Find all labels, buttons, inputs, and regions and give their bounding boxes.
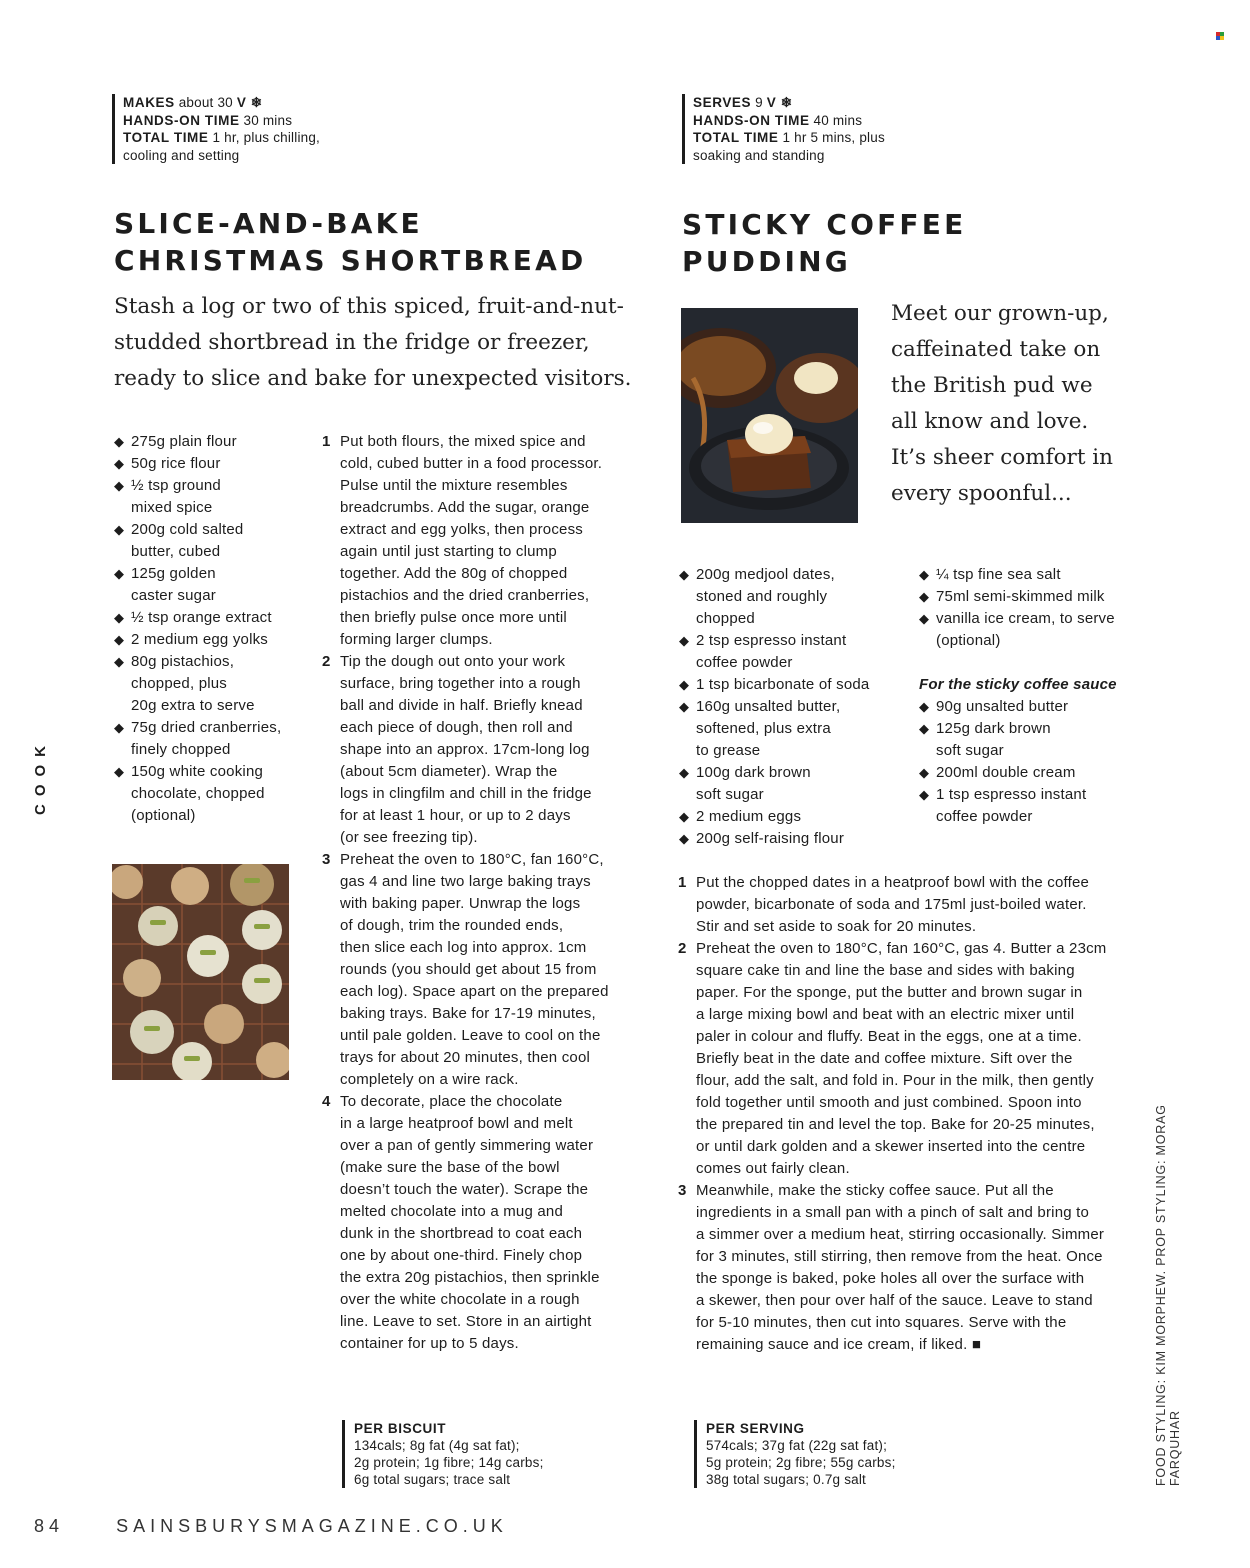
ingredient-item [114,563,314,607]
bullet-diamond-icon: ◆ [114,610,125,625]
ingredient-item [114,761,314,827]
ingredient-item [919,608,1149,652]
method-step [678,872,1148,938]
total-label: TOTAL TIME [123,130,209,145]
pudding-photo [681,308,858,523]
total-value-2: cooling and setting [123,147,240,163]
step-line: dunk in the shortbread to coat each [340,1225,583,1242]
shortbread-ingredients [114,431,314,827]
method-step [678,938,1148,1180]
ingredient-item [919,718,1149,762]
step-line: completely on a wire rack. [340,1071,519,1088]
step-line: each piece of dough, then roll and [340,719,573,736]
ingredient-line: 80g pistachios, [131,653,235,670]
bullet-diamond-icon: ◆ [679,699,690,714]
nutrition-heading: PER BISCUIT [354,1421,447,1436]
ingredient-line: chocolate, chopped [131,785,265,802]
pudding-intro [891,296,1121,512]
ingredient-line: soft sugar [696,786,764,803]
ingredient-item [679,828,909,850]
bullet-diamond-icon: ◆ [114,522,125,537]
step-line: doesn’t touch the water). Scrape the [340,1181,589,1198]
intro-line: ready to slice and bake for unexpected visitors. [114,366,632,391]
step-number: 4 [322,1093,331,1110]
ingredient-item [114,651,314,717]
shortbread-intro [114,289,634,397]
bullet-diamond-icon: ◆ [919,567,930,582]
bullet-diamond-icon: ◆ [114,764,125,779]
nutrition-line: 2g protein; 1g fibre; 14g carbs; [354,1455,544,1470]
ingredient-item [919,696,1149,718]
intro-line: caffeinated take on [891,337,1101,362]
step-line: with baking paper. Unwrap the logs [340,895,581,912]
ingredient-line: (optional) [936,632,1001,649]
photo-credits: FOOD STYLING: KIM MORPHEW. PROP STYLING: MORAG FARQUHAR [1154,1104,1182,1486]
step-line: Stir and set aside to soak for 20 minutes. [696,918,977,935]
pudding-ingredients-right [919,564,1149,828]
bullet-diamond-icon: ◆ [679,633,690,648]
ingredient-line: 200g medjool dates, [696,566,835,583]
ingredient-item [114,431,314,453]
step-line: of dough, trim the rounded ends, [340,917,564,934]
bullet-diamond-icon: ◆ [679,765,690,780]
total-value-2: soaking and standing [693,147,825,163]
step-line: for 5-10 minutes, then cut into squares. Serve with the [696,1314,1067,1331]
step-line: square cake tin and line the base and sides with baking [696,962,1075,979]
diet-marks: V ❄ [766,95,793,110]
colour-marker-icon [1216,32,1224,40]
step-line: powder, bicarbonate of soda and 175ml just-boiled water. [696,896,1087,913]
ingredient-line: (optional) [131,807,196,824]
step-line: the prepared tin and level the top. Bake for 20-25 minutes, [696,1116,1095,1133]
title-line: PUDDING [682,245,851,278]
footer [34,1516,508,1537]
pudding-meta [682,94,885,164]
pudding-method [678,872,1148,1356]
ingredient-item [679,630,909,674]
ingredient-line: 90g unsalted butter [936,698,1069,715]
bullet-diamond-icon: ◆ [919,721,930,736]
ingredient-line: 50g rice flour [131,455,221,472]
step-number: 1 [322,433,331,450]
shortbread-meta [112,94,320,164]
ingredient-line: finely chopped [131,741,231,758]
pudding-title [682,206,966,280]
shortbread-nutrition [342,1420,544,1488]
step-line: a skewer, then pour over half of the sauce. Leave to stand [696,1292,1093,1309]
step-line: one by about one-third. Finely chop [340,1247,583,1264]
bullet-diamond-icon: ◆ [679,809,690,824]
bullet-diamond-icon: ◆ [114,720,125,735]
step-line: the sponge is baked, poke holes all over the surface with [696,1270,1085,1287]
ingredient-line: vanilla ice cream, to serve [936,610,1115,627]
pudding-ingredients [679,564,909,850]
ingredient-line: butter, cubed [131,543,221,560]
total-value: 1 hr 5 mins, plus [782,130,885,145]
step-number: 2 [322,653,331,670]
step-line: flour, add the salt, and fold in. Pour in the milk, then gently [696,1072,1094,1089]
step-line: ingredients in a small pan with a pinch of salt and bring to [696,1204,1090,1221]
bullet-diamond-icon: ◆ [919,787,930,802]
intro-line: studded shortbread in the fridge or freezer, [114,330,590,355]
ingredient-line: softened, plus extra [696,720,831,737]
ingredient-line: 125g golden [131,565,216,582]
step-line: a simmer over a medium heat, stirring occasionally. Simmer [696,1226,1105,1243]
ingredient-item [114,629,314,651]
ingredient-item [919,762,1149,784]
bullet-diamond-icon: ◆ [114,456,125,471]
step-line: then briefly pulse once more until [340,609,567,626]
step-line: (about 5cm diameter). Wrap the [340,763,558,780]
ingredient-item [919,564,1149,586]
shortbread-photo [112,864,289,1080]
title-line: CHRISTMAS SHORTBREAD [114,244,587,277]
ingredient-line: to grease [696,742,761,759]
serves-value: 9 [755,95,763,110]
step-line: remaining sauce and ice cream, if liked. ■ [696,1336,982,1353]
step-line: over the white chocolate in a rough [340,1291,580,1308]
bullet-diamond-icon: ◆ [679,567,690,582]
step-line: Preheat the oven to 180°C, fan 160°C, gas 4. Butter a 23cm [696,940,1107,957]
ingredient-line: 150g white cooking [131,763,264,780]
sauce-heading-list [919,674,1149,696]
method-step [322,849,642,1091]
ingredient-line: stoned and roughly [696,588,828,605]
ingredient-line: coffee powder [936,808,1033,825]
ingredient-item [919,586,1149,608]
step-line: (make sure the base of the bowl [340,1159,560,1176]
step-number: 3 [678,1182,687,1199]
ingredient-item [679,564,909,630]
step-line: Pulse until the mixture resembles [340,477,568,494]
ingredient-line: 275g plain flour [131,433,237,450]
ingredient-line: coffee powder [696,654,793,671]
step-line: (or see freezing tip). [340,829,478,846]
step-line: container for up to 5 days. [340,1335,519,1352]
bullet-diamond-icon: ◆ [919,611,930,626]
pudding-nutrition [694,1420,896,1488]
step-line: or until dark golden and a skewer inserted into the centre [696,1138,1086,1155]
step-line: ball and divide in half. Briefly knead [340,697,583,714]
intro-line: It’s sheer comfort in [891,445,1114,470]
step-line: Put the chopped dates in a heatproof bowl with the coffee [696,874,1090,891]
intro-line: every spoonful... [891,481,1072,506]
step-line: baking trays. Bake for 17-19 minutes, [340,1005,596,1022]
shortbread-title [114,205,586,279]
ingredient-line: 200ml double cream [936,764,1076,781]
step-number: 3 [322,851,331,868]
bullet-diamond-icon: ◆ [114,566,125,581]
diet-marks: V ❄ [236,95,263,110]
serves-label: SERVES [693,95,752,110]
total-value: 1 hr, plus chilling, [212,130,321,145]
ingredient-line: 2 tsp espresso instant [696,632,847,649]
step-line: logs in clingfilm and chill in the fridge [340,785,592,802]
ingredient-line: chopped [696,610,755,627]
ingredient-line: 1 tsp espresso instant [936,786,1087,803]
ingredient-line: 2 medium egg yolks [131,631,268,648]
page-number: 84 [34,1516,65,1536]
title-line: STICKY COFFEE [682,208,967,241]
ingredient-item [114,519,314,563]
intro-line: Stash a log or two of this spiced, fruit-and-nut- [114,294,624,319]
step-number: 1 [678,874,687,891]
step-line: surface, bring together into a rough [340,675,581,692]
step-line: extract and egg yolks, then process [340,521,583,538]
ingredient-line: ½ tsp ground [131,477,221,494]
hands-on-label: HANDS-ON TIME [123,112,240,128]
ingredient-line: soft sugar [936,742,1004,759]
step-line: fold together until smooth and just combined. Spoon into [696,1094,1082,1111]
intro-line: all know and love. [891,409,1089,434]
ingredient-item [114,475,314,519]
title-line: SLICE-AND-BAKE [114,207,423,240]
ingredient-line: 2 medium eggs [696,808,802,825]
step-line: Put both flours, the mixed spice and [340,433,586,450]
step-line: Meanwhile, make the sticky coffee sauce. Put all the [696,1182,1054,1199]
ingredient-line: 200g cold salted [131,521,244,538]
bullet-diamond-icon: ◆ [114,478,125,493]
bullet-diamond-icon: ◆ [919,589,930,604]
ingredient-line: mixed spice [131,499,213,516]
bullet-diamond-icon: ◆ [114,632,125,647]
step-line: then slice each log into approx. 1cm [340,939,587,956]
pudding-ingredients-list [919,564,1149,652]
step-line: To decorate, place the chocolate [340,1093,563,1110]
method-step [322,1091,642,1355]
ingredient-item [679,696,909,762]
bullet-diamond-icon: ◆ [114,434,125,449]
ingredient-line: 75g dried cranberries, [131,719,282,736]
ingredient-line: 100g dark brown [696,764,811,781]
sauce-ingredients [919,696,1149,828]
step-line: shape into an approx. 17cm-long log [340,741,590,758]
step-line: until pale golden. Leave to cool on the [340,1027,601,1044]
hands-on-label: HANDS-ON TIME [693,112,810,128]
step-line: the extra 20g pistachios, then sprinkle [340,1269,600,1286]
nutrition-line: 5g protein; 2g fibre; 55g carbs; [706,1455,896,1470]
bullet-diamond-icon: ◆ [919,699,930,714]
step-line: Preheat the oven to 180°C, fan 160°C, [340,851,604,868]
total-label: TOTAL TIME [693,130,779,145]
ingredient-line: 20g extra to serve [131,697,255,714]
step-line: together. Add the 80g of chopped [340,565,568,582]
section-label: COOK [32,738,49,815]
ingredient-line: 75ml semi-skimmed milk [936,588,1105,605]
ingredient-line: 160g unsalted butter, [696,698,841,715]
step-line: for 3 minutes, still stirring, then remove from the heat. Once [696,1248,1103,1265]
sauce-heading: For the sticky coffee sauce [919,676,1117,693]
step-line: each log). Space apart on the prepared [340,983,609,1000]
ingredient-line: chopped, plus [131,675,228,692]
step-line: a large mixing bowl and beat with an electric mixer until [696,1006,1075,1023]
ingredient-line: ½ tsp orange extract [131,609,272,626]
ingredient-item [114,717,314,761]
step-line: again until just starting to clump [340,543,557,560]
nutrition-line: 6g total sugars; trace salt [354,1472,511,1487]
hands-on-value: 30 mins [243,112,293,128]
step-line: gas 4 and line two large baking trays [340,873,591,890]
step-line: in a large heatproof bowl and melt [340,1115,573,1132]
step-line: rounds (you should get about 15 from [340,961,597,978]
ingredient-item [679,674,909,696]
bullet-diamond-icon: ◆ [679,831,690,846]
ingredient-line: 200g self-raising flour [696,830,845,847]
step-line: Briefly beat in the date and coffee mixture. Sift over the [696,1050,1073,1067]
hands-on-value: 40 mins [813,112,863,128]
step-line: paper. For the sponge, put the butter and brown sugar in [696,984,1083,1001]
step-line: melted chocolate into a mug and [340,1203,564,1220]
step-line: trays for about 20 minutes, then cool [340,1049,591,1066]
step-line: over a pan of gently simmering water [340,1137,594,1154]
ingredient-item [679,806,909,828]
step-number: 2 [678,940,687,957]
step-line: Tip the dough out onto your work [340,653,566,670]
step-line: cold, cubed butter in a food processor. [340,455,603,472]
step-line: comes out fairly clean. [696,1160,850,1177]
step-line: paler in colour and fluffy. Beat in the eggs, one at a time. [696,1028,1082,1045]
method-step [322,431,642,651]
nutrition-line: 134cals; 8g fat (4g sat fat); [354,1438,520,1453]
ingredient-line: ¼ tsp fine sea salt [936,566,1061,583]
ingredient-line: 125g dark brown [936,720,1051,737]
step-line: breadcrumbs. Add the sugar, orange [340,499,590,516]
bullet-diamond-icon: ◆ [919,765,930,780]
ingredient-item [679,762,909,806]
ingredient-item [114,607,314,629]
ingredient-line: caster sugar [131,587,216,604]
method-step [322,651,642,849]
step-line: line. Leave to set. Store in an airtight [340,1313,592,1330]
ingredient-line: 1 tsp bicarbonate of soda [696,676,870,693]
makes-label: MAKES [123,95,175,110]
makes-value: about 30 [178,95,233,110]
ingredient-item [114,453,314,475]
shortbread-method [322,431,642,1355]
intro-line: Meet our grown-up, [891,301,1109,326]
site-url: SAINSBURYSMAGAZINE.CO.UK [116,1516,508,1536]
step-line: forming larger clumps. [340,631,493,648]
method-step [678,1180,1148,1356]
step-line: pistachios and the dried cranberries, [340,587,590,604]
bullet-diamond-icon: ◆ [114,654,125,669]
intro-line: the British pud we [891,373,1093,398]
step-line: for at least 1 hour, or up to 2 days [340,807,571,824]
nutrition-heading: PER SERVING [706,1421,805,1436]
nutrition-line: 574cals; 37g fat (22g sat fat); [706,1438,888,1453]
nutrition-line: 38g total sugars; 0.7g salt [706,1472,866,1487]
ingredient-item [919,784,1149,828]
bullet-diamond-icon: ◆ [679,677,690,692]
